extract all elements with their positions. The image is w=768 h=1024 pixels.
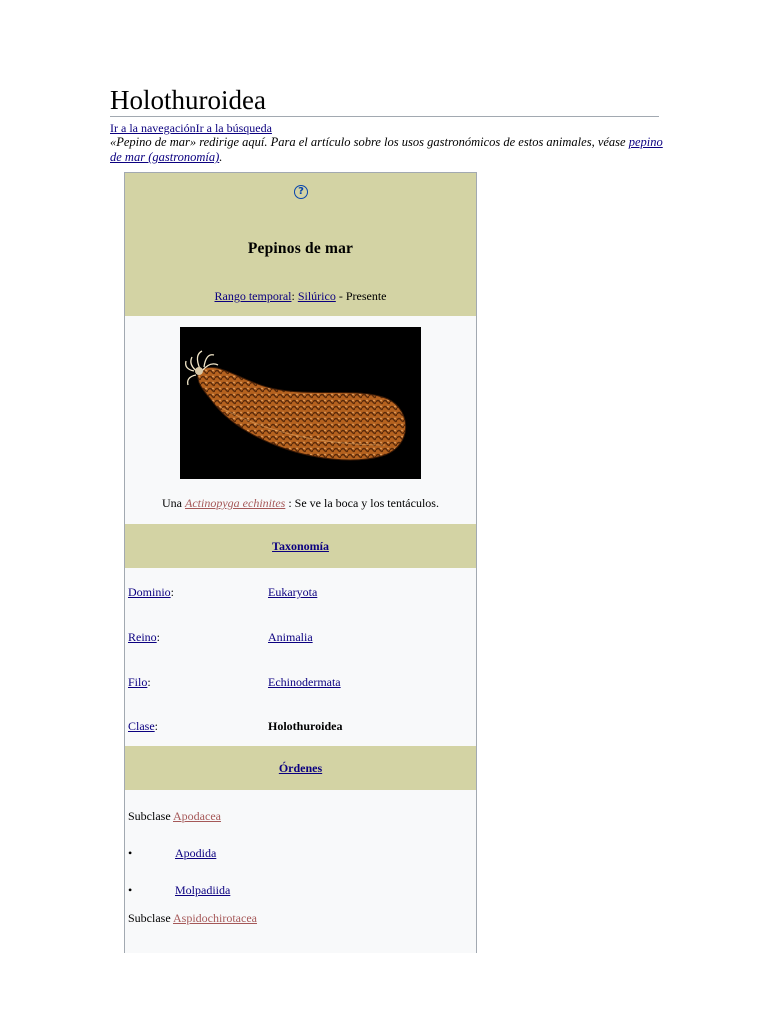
taxonomy-label: Clase: (128, 719, 159, 733)
temporal-range-end: - Presente (335, 289, 387, 303)
subclass-link[interactable]: Aspidochirotacea (173, 911, 257, 925)
species-link[interactable]: Actinopyga echinites (185, 496, 286, 510)
hatnote (110, 135, 670, 165)
order-link-molpadiida[interactable]: Molpadiida (175, 883, 231, 897)
title-divider (110, 116, 659, 117)
subclass-link[interactable]: Apodacea (173, 809, 221, 823)
taxon-link[interactable]: Eukaryota (268, 585, 318, 599)
subclass-apodacea (128, 809, 221, 824)
taxonomy-value (268, 585, 317, 600)
taxonomy-value (268, 630, 313, 645)
hatnote-text: «Pepino de mar» redirige aquí. Para el artículo sobre los usos gastronómicos de estos animales, véase (110, 135, 629, 149)
taxonomy-label: Filo: (128, 675, 151, 689)
question-mark-icon[interactable]: ? (294, 185, 308, 199)
taxonomy-link[interactable]: Taxonomía (272, 539, 329, 553)
taxon-link[interactable]: Animalia (268, 630, 313, 644)
temporal-range-separator: : (291, 289, 298, 303)
taxonomy-label: Reino: (128, 630, 161, 644)
subclass-word: Subclase (128, 911, 173, 925)
jump-links (110, 121, 272, 135)
taxobox-header (125, 173, 476, 316)
taxonomy-value-current: Holothuroidea (268, 719, 343, 733)
taxonomy-label: Dominio: (128, 585, 175, 599)
silurian-link[interactable]: Silúrico (297, 289, 336, 303)
rank-link[interactable]: Filo (128, 675, 148, 689)
order-link-apodida[interactable]: Apodida (175, 846, 217, 860)
image-caption (125, 496, 476, 511)
temporal-range (125, 289, 476, 304)
temporal-range-link[interactable]: Rango temporal (214, 289, 292, 303)
taxobox-title: Pepinos de mar (247, 240, 354, 257)
caption-prefix: Una (162, 496, 186, 510)
jump-to-search-link[interactable]: Ir a la búsqueda (195, 121, 272, 135)
rank-link[interactable]: Reino (128, 630, 157, 644)
orders-heading (125, 746, 476, 790)
taxobox (124, 172, 477, 953)
taxonomy-heading (125, 524, 476, 568)
bullet: • (128, 883, 133, 897)
rank-link[interactable]: Dominio (128, 585, 171, 599)
rank-link[interactable]: Clase (128, 719, 155, 733)
hatnote-end: . (219, 150, 223, 164)
orders-link[interactable]: Órdenes (278, 761, 323, 775)
sea-cucumber-image[interactable] (180, 327, 421, 479)
caption-suffix: : Se ve la boca y los tentáculos. (285, 496, 439, 510)
taxon-link[interactable]: Echinodermata (268, 675, 341, 689)
hatnote-link[interactable]: pepino de mar (gastronomía) (110, 135, 663, 164)
jump-to-navigation-link[interactable]: Ir a la navegación (110, 121, 196, 135)
page-title: Holothuroidea (110, 85, 266, 115)
subclass-word: Subclase (128, 809, 173, 823)
taxonomy-value (268, 675, 341, 690)
subclass-aspidochirotacea (128, 911, 257, 926)
bullet: • (128, 846, 133, 860)
